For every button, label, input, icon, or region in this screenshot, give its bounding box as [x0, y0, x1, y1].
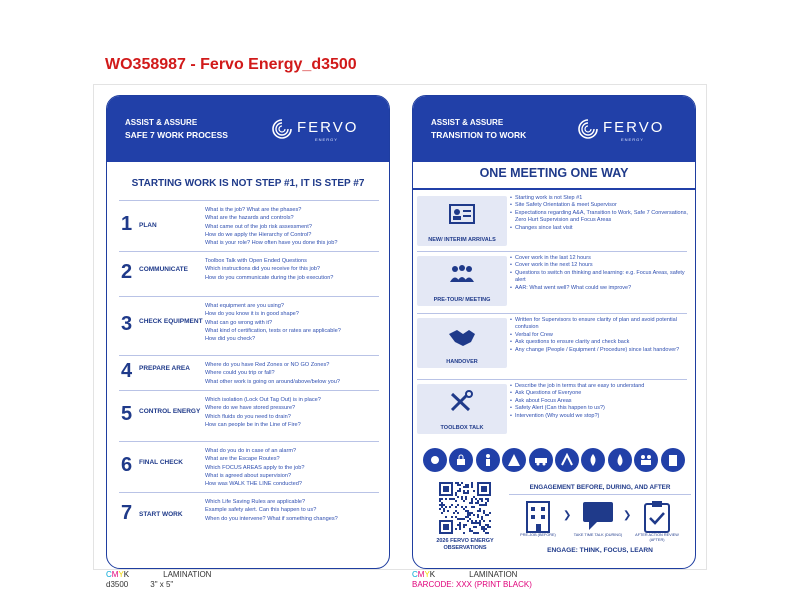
question-line: Where could you trip or fall? — [205, 370, 275, 377]
cmyk-c: C — [412, 570, 418, 579]
header-title: TRANSITION TO WORK — [431, 130, 527, 140]
bullet-item: • Any change (People / Equipment / Procedure) since last handover? — [510, 347, 688, 354]
step-label: CHECK EQUIPMENT — [139, 318, 203, 325]
block-divider — [417, 313, 687, 314]
logo-wordmark: FERVO — [297, 119, 359, 136]
question-line: How was WALK THE LINE conducted? — [205, 481, 302, 488]
bullet-item: • AAR: What went well? What could we improve? — [510, 285, 688, 292]
step-number: 5 — [121, 403, 133, 425]
clipboard-icon — [635, 498, 679, 538]
bullet-item: • Ask Questions of Everyone — [510, 390, 688, 397]
step-questions — [205, 361, 381, 386]
question-line: When do you intervene? What if something changes? — [205, 515, 338, 522]
engage-tagline: ENGAGE: THINK, FOCUS, LEARN — [547, 547, 653, 554]
fervo-mark-icon — [577, 118, 599, 140]
cmyk-k: K — [429, 570, 436, 579]
question-line: Which fluids do you need to drain? — [205, 413, 291, 420]
step-questions — [205, 206, 381, 247]
card-header — [413, 96, 695, 162]
bullet-item: • Describe the job in terms that are easy to understand — [510, 383, 688, 390]
question-line: Toolbox Talk with Open Ended Questions — [205, 258, 307, 264]
chat-icon — [577, 498, 621, 538]
step-number: 1 — [121, 213, 133, 235]
step-number: 7 — [121, 502, 133, 524]
question-line: What are the hazards and controls? — [205, 215, 294, 222]
qr-label: 2026 FERVO ENERGY OBSERVATIONS — [436, 538, 494, 551]
step-questions — [205, 498, 381, 523]
header-title: SAFE 7 WORK PROCESS — [125, 130, 228, 140]
question-line: What do you do in case of an alarm? — [205, 448, 297, 454]
step-number: 2 — [121, 261, 133, 283]
qr-code — [439, 482, 491, 534]
step-row — [119, 441, 379, 492]
safe7-card — [106, 95, 390, 569]
vehicle-icon — [529, 448, 553, 472]
block-label: TOOLBOX TALK — [440, 425, 484, 431]
step-label: COMMUNICATE — [139, 266, 188, 273]
question-line: Which FOCUS AREAS apply to the job? — [205, 464, 305, 471]
phase-label-during: TAKE TIME TALK (DURING) — [573, 533, 623, 537]
block-label: NEW/ INTERIM ARRIVALS — [428, 237, 496, 243]
footer-left — [106, 570, 211, 590]
question-line: Which isolation (Lock Out Tag Out) is in place? — [205, 397, 321, 403]
step-row — [119, 492, 379, 537]
bullet-item: • Written for Supervisors to ensure clarity of plan and avoid potential confusion — [510, 317, 688, 332]
step-label: CONTROL ENERGY — [139, 408, 201, 415]
bullet-item: • Starting work is not Step #1 — [510, 195, 688, 202]
block-tile — [417, 384, 507, 434]
focus-icon-row — [423, 448, 687, 476]
heading-divider — [413, 188, 695, 190]
question-line: What is agreed about supervision? — [205, 472, 292, 479]
cmyk-m: M — [417, 570, 425, 579]
engagement-title: ENGAGEMENT BEFORE, DURING, AND AFTER — [529, 484, 671, 491]
person-icon — [476, 448, 500, 472]
drop-icon — [608, 448, 632, 472]
block-divider — [417, 251, 687, 252]
question-line: How do we apply the Hierarchy of Control? — [205, 231, 312, 238]
hazard-icon — [502, 448, 526, 472]
group-icon — [447, 262, 477, 286]
block-tile — [417, 318, 507, 368]
cmyk-m: M — [111, 570, 119, 579]
step-number: 3 — [121, 313, 133, 335]
bullet-item: • Site Safety Orientation & meet Supervisor — [510, 202, 688, 209]
header-subtitle: ASSIST & ASSURE — [125, 118, 198, 127]
step-questions — [205, 447, 381, 488]
bullet-item: • Expectations regarding A&A, Transition to Work, Safe 7 Conversations, Zero Hurt Supervision and Focus Areas — [510, 210, 688, 225]
fervo-logo — [577, 118, 681, 144]
step-label: START WORK — [139, 511, 183, 518]
question-line: Which Life Saving Rules are applicable? — [205, 499, 306, 505]
question-line: What can go wrong with it? — [205, 319, 273, 326]
question-line: How did you check? — [205, 336, 256, 343]
phase-label-before: PRE-JOB (BEFORE) — [520, 533, 556, 537]
question-line: Where do we have stored pressure? — [205, 405, 296, 412]
footer-right — [412, 570, 532, 590]
question-line: What equipment are you using? — [205, 303, 284, 309]
handshake-icon — [447, 324, 477, 348]
bullet-item: • Questions to switch on thinking and learning: e.g. Focus Areas, safety alert — [510, 270, 688, 285]
step-number: 4 — [121, 360, 133, 382]
question-line: How can people be in the Line of Fire? — [205, 421, 301, 428]
block-tile — [417, 256, 507, 306]
job-code: d3500 — [106, 580, 129, 589]
transition-card — [412, 95, 696, 569]
engagement-divider — [509, 494, 691, 495]
checklist-icon — [661, 448, 685, 472]
barcode-note: BARCODE: XXX (PRINT BLACK) — [412, 580, 532, 589]
question-line: Example safety alert. Can this happen to us? — [205, 507, 317, 514]
step-label: PREPARE AREA — [139, 365, 190, 372]
lift-icon — [555, 448, 579, 472]
question-line: How do you communicate during the job execution? — [205, 274, 334, 281]
id-badge-icon — [447, 202, 477, 226]
building-icon — [517, 498, 561, 538]
logo-subtext: ENERGY — [315, 137, 338, 142]
bullet-item: • Safety Alert (Can this happen to us?) — [510, 405, 688, 412]
flame-icon — [581, 448, 605, 472]
step-row — [119, 251, 379, 296]
lamination-label: LAMINATION — [163, 570, 212, 579]
step-row — [119, 296, 379, 355]
question-line: What kind of certification, tests or rates are applicable? — [205, 327, 341, 334]
arrow-right-icon: ❯ — [623, 510, 632, 521]
logo-wordmark: FERVO — [603, 119, 665, 136]
question-line: What are the Escape Routes? — [205, 456, 280, 463]
cmyk-y: Y — [424, 570, 430, 579]
card-heading: STARTING WORK IS NOT STEP #1, IT IS STEP #7 — [131, 178, 365, 189]
logo-subtext: ENERGY — [621, 137, 644, 142]
lamination-label: LAMINATION — [469, 570, 518, 579]
question-line: What is the job? What are the phases? — [205, 207, 302, 213]
question-line: Which instructions did you receive for this job? — [205, 266, 321, 273]
phase-label-after: AFTER ACTION REVIEW (AFTER) — [635, 533, 679, 542]
step-row — [119, 200, 379, 251]
bullet-item: • Cover work in the last 12 hours — [510, 255, 688, 262]
block-bullets — [510, 317, 688, 354]
cmyk-y: Y — [118, 570, 124, 579]
lock-icon — [449, 448, 473, 472]
block-bullets — [510, 383, 688, 420]
step-row — [119, 355, 379, 390]
block-label: HANDOVER — [446, 359, 478, 365]
cmyk-c: C — [106, 570, 112, 579]
step-label: FINAL CHECK — [139, 459, 183, 466]
fervo-mark-icon — [271, 118, 293, 140]
card-size: 3" x 5" — [150, 580, 174, 589]
question-line: What came out of the job risk assessment? — [205, 223, 312, 230]
card-heading: ONE MEETING ONE WAY — [479, 166, 629, 180]
step-label: PLAN — [139, 222, 157, 229]
header-subtitle: ASSIST & ASSURE — [431, 118, 504, 127]
steps-list — [119, 200, 379, 537]
block-tile — [417, 196, 507, 246]
block-bullets — [510, 195, 688, 232]
bullet-item: • Intervention (Why would we stop?) — [510, 413, 688, 420]
step-questions — [205, 302, 381, 343]
bullet-item: • Ask about Focus Areas — [510, 398, 688, 405]
question-line: How do you know it is in good shape? — [205, 311, 299, 318]
step-number: 6 — [121, 454, 133, 476]
block-label: PRE-TOUR/ MEETING — [433, 297, 491, 303]
block-bullets — [510, 255, 688, 292]
arrow-right-icon: ❯ — [563, 510, 572, 521]
step-row — [119, 390, 379, 441]
people-icon — [634, 448, 658, 472]
bullet-item: • Cover work in the next 12 hours — [510, 262, 688, 269]
document-title: WO358987 - Fervo Energy_d3500 — [105, 56, 357, 73]
bullet-item: • Verbal for Crew — [510, 332, 688, 339]
question-line: What other work is going on around/above/below you? — [205, 378, 340, 385]
fire-icon — [423, 448, 447, 472]
cmyk-k: K — [123, 570, 130, 579]
tools-icon — [447, 390, 477, 414]
fervo-logo — [271, 118, 375, 144]
step-questions — [205, 257, 381, 282]
question-line: What is your role? How often have you done this job? — [205, 240, 338, 247]
bullet-item: • Ask questions to ensure clarity and check back — [510, 339, 688, 346]
bullet-item: • Changes since last visit — [510, 225, 688, 232]
card-header — [107, 96, 389, 162]
block-divider — [417, 379, 687, 380]
step-questions — [205, 396, 381, 429]
question-line: Where do you have Red Zones or NO GO Zones? — [205, 362, 330, 368]
